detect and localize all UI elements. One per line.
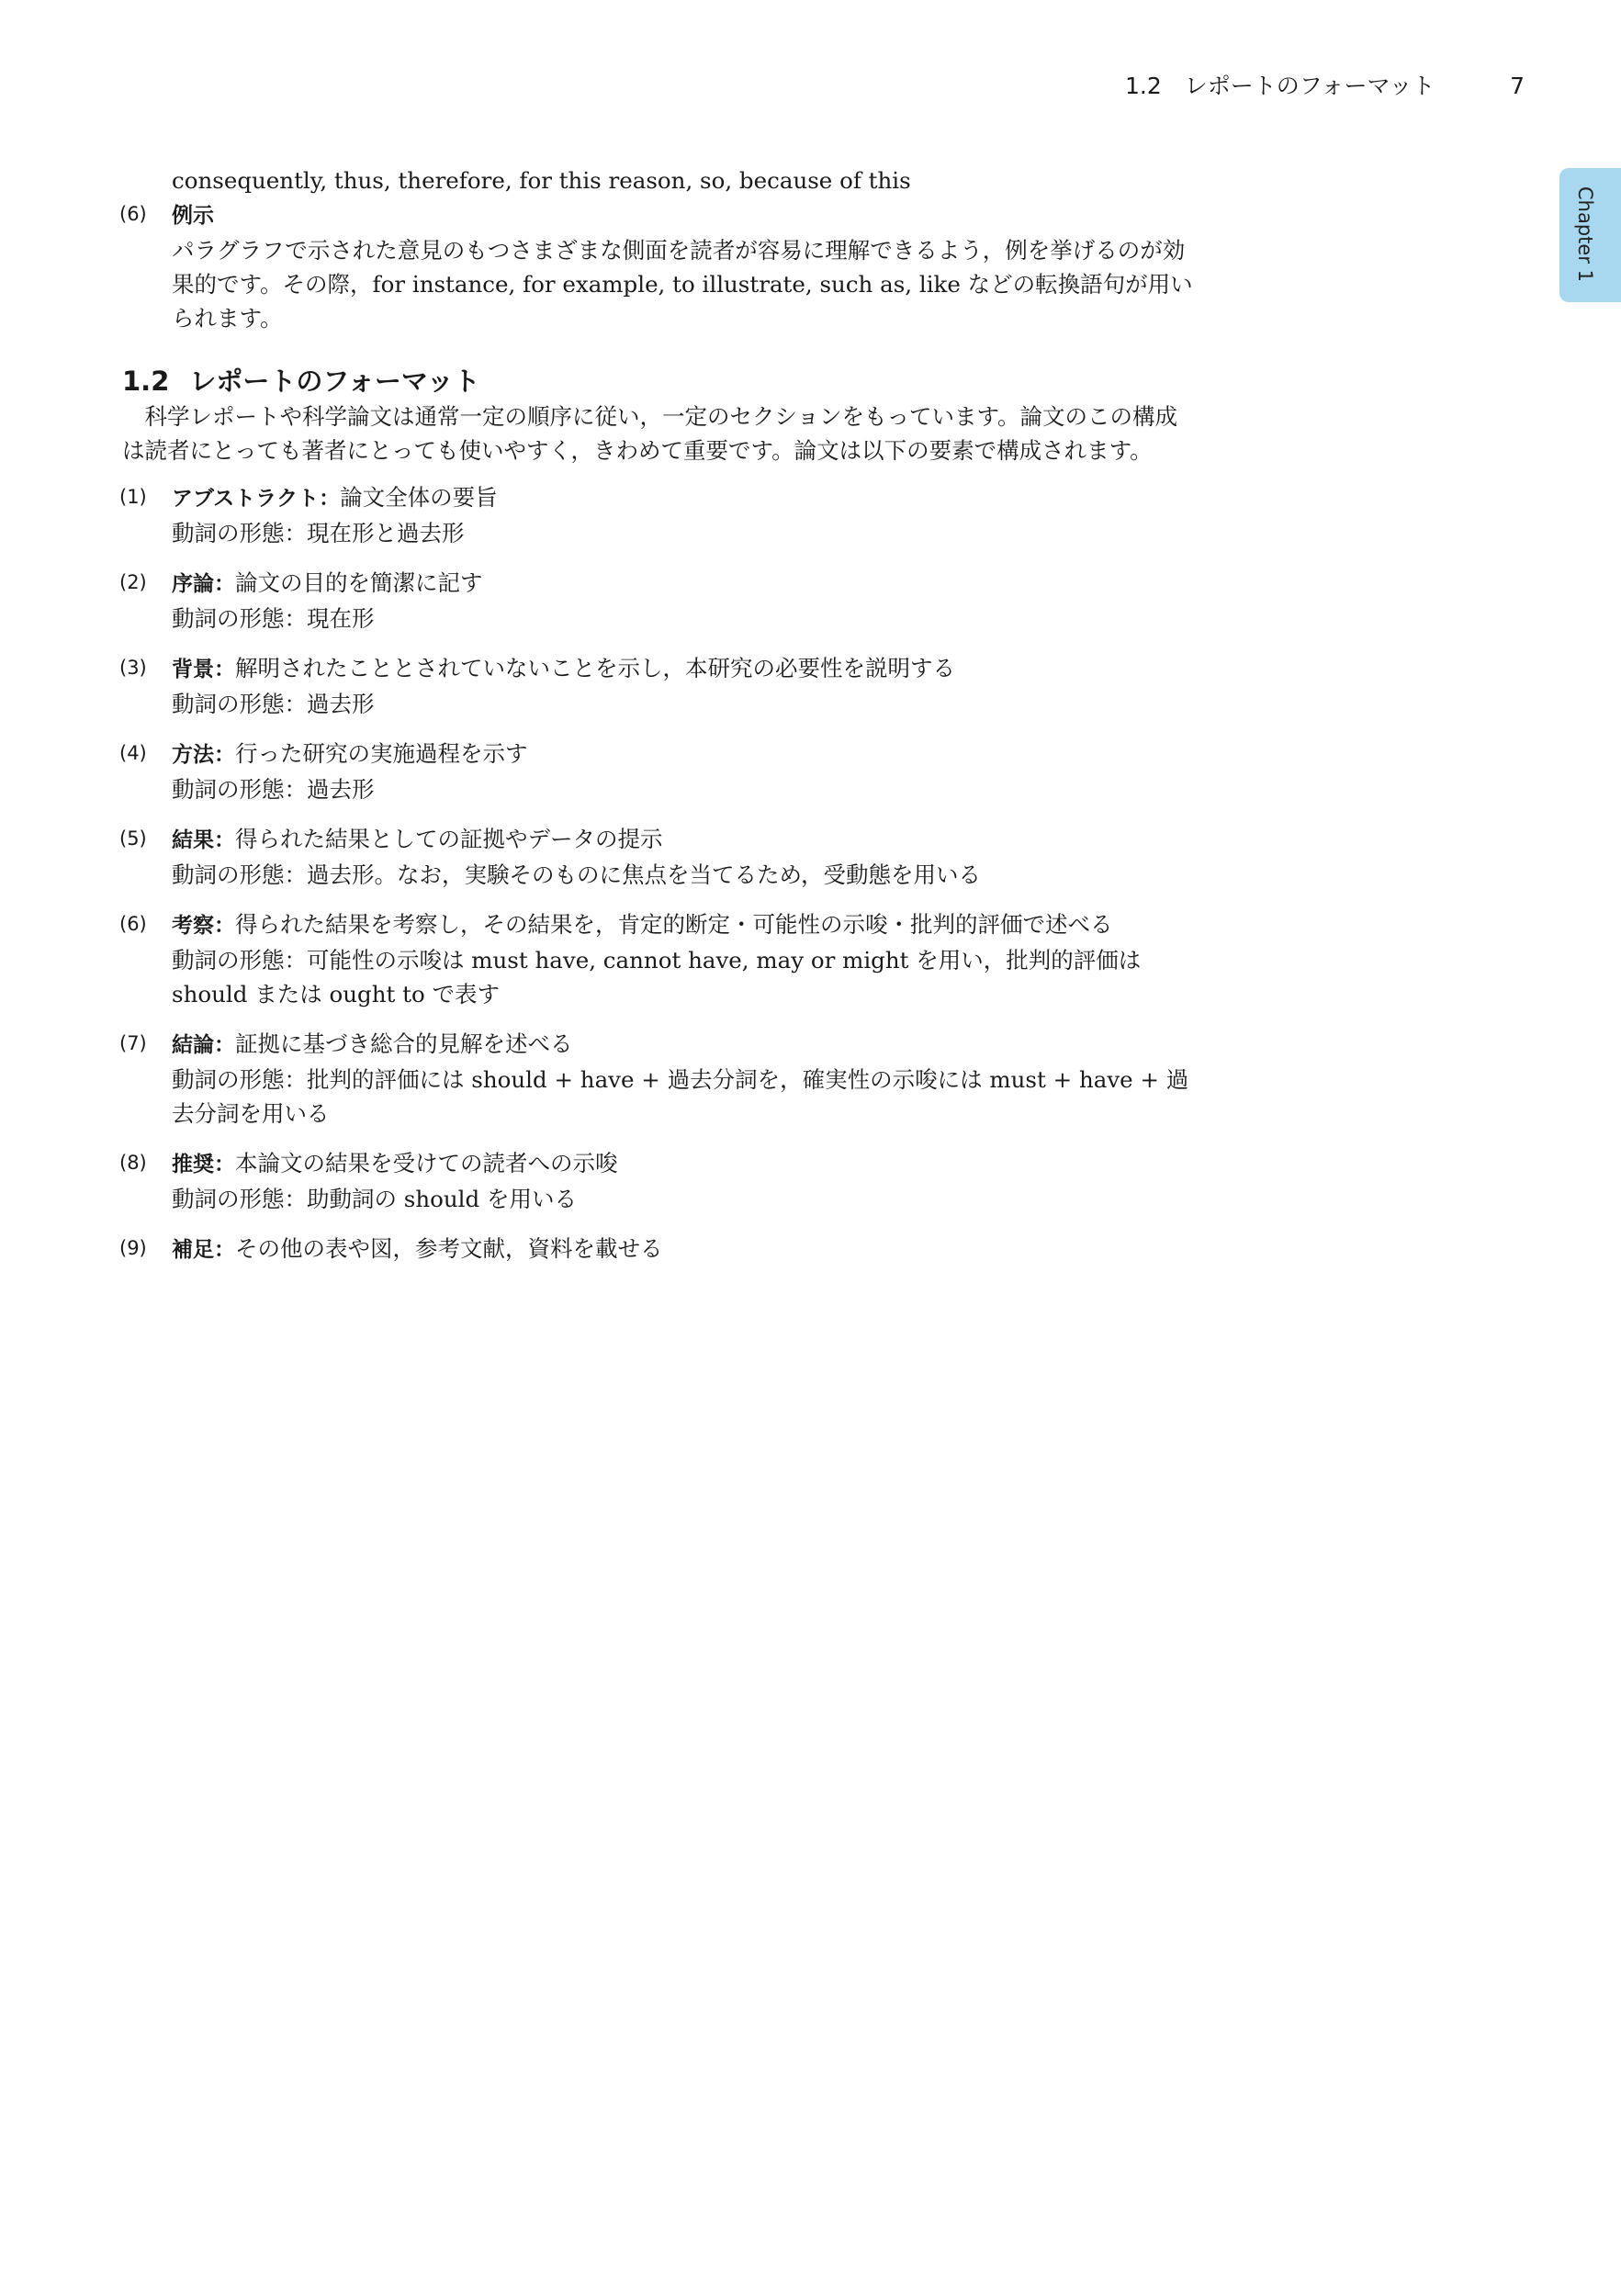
list-item	[119, 822, 1197, 892]
item-description: 論文の目的を簡潔に記す	[235, 569, 483, 596]
item-separator: ：	[214, 914, 235, 938]
header-section-title: 1.2 レポートのフォーマット	[1125, 73, 1435, 99]
item-separator: ：	[214, 1238, 235, 1262]
item-number: (4)	[119, 742, 147, 764]
item-title: 序論	[172, 572, 214, 596]
item-title: 推奨	[172, 1153, 214, 1176]
item-number: (6)	[119, 913, 147, 935]
item-number: (6)	[119, 203, 147, 225]
item-text: パラグラフで示された意見のもつさまざまな側面を読者が容易に理解できるよう，例を挙げるのが効果的です。その際，for instance, for example, to illustrate, such as, like などの転換語句が用いられます。	[172, 237, 1193, 332]
item-heading-line	[172, 1146, 1197, 1182]
item-title: 考察	[172, 914, 214, 938]
item-heading-line	[172, 566, 1197, 602]
list-item	[119, 480, 1197, 550]
item-description: 行った研究の実施過程を示す	[235, 740, 528, 767]
item-title: アブストラクト	[172, 487, 320, 511]
running-header	[1084, 68, 1525, 105]
item-description: 論文全体の要旨	[340, 484, 498, 511]
item-heading-line	[172, 737, 1197, 772]
item-verb-form: 動詞の形態：過去形	[172, 776, 375, 803]
list-item	[119, 1232, 1197, 1267]
item-description: 得られた結果としての証拠やデータの提示	[235, 826, 663, 852]
item-number: (9)	[119, 1237, 147, 1259]
item-heading-line	[172, 651, 1197, 687]
list-item	[119, 737, 1197, 806]
item-heading-line	[172, 480, 1197, 516]
item-separator: ：	[214, 1153, 235, 1176]
item-description: 証拠に基づき総合的見解を述べる	[235, 1030, 573, 1057]
item-description: 本論文の結果を受けての読者への示唆	[235, 1150, 618, 1176]
item-separator: ：	[214, 658, 235, 681]
item-number: (2)	[119, 571, 147, 593]
item-heading-line	[172, 1232, 1197, 1267]
item-verb-form: 動詞の形態：批判的評価には should + have + 過去分詞を，確実性の示唆には must + have + 過去分詞を用いる	[172, 1066, 1189, 1127]
section-title: レポートのフォーマット	[189, 366, 480, 397]
item-number: (3)	[119, 657, 147, 679]
item-heading-line	[172, 1027, 1197, 1063]
item-verb-form: 動詞の形態：現在形	[172, 605, 375, 632]
item-number: (7)	[119, 1032, 147, 1054]
section-number: 1.2	[122, 366, 170, 397]
item-verb-form: 動詞の形態：助動詞の should を用いる	[172, 1186, 577, 1212]
list-item	[119, 651, 1197, 721]
item-separator: ：	[214, 743, 235, 767]
item-heading-line	[172, 907, 1197, 943]
item-description: その他の表や図，参考文献，資料を載せる	[235, 1235, 663, 1262]
section-intro: 科学レポートや科学論文は通常一定の順序に従い，一定のセクションをもっています。論文のこの構成は読者にとっても著者にとっても使いやすく，きわめて重要です。論文は以下の要素で構成されます。	[122, 403, 1178, 464]
item-verb-form: 動詞の形態：過去形	[172, 691, 375, 717]
page-number: 7	[1510, 73, 1525, 99]
list-item	[119, 1146, 1197, 1216]
item-verb-form: 動詞の形態：可能性の示唆は must have, cannot have, may or might を用い，批判的評価は should または ought to で表す	[172, 947, 1142, 1007]
item-verb-form: 動詞の形態：現在形と過去形	[172, 520, 465, 546]
item-number: (5)	[119, 827, 147, 850]
item-title: 補足	[172, 1238, 214, 1262]
list-item	[119, 907, 1197, 1011]
item-heading-line	[172, 822, 1197, 858]
item-verb-form: 動詞の形態：過去形。なお，実験そのものに焦点を当てるため，受動態を用いる	[172, 861, 982, 888]
item-title: 方法	[172, 743, 214, 767]
section-heading	[122, 363, 1197, 400]
elements-list	[119, 480, 1197, 1267]
item-description: 得られた結果を考察し，その結果を，肯定的断定・可能性の示唆・批判的評価で述べる	[235, 911, 1113, 938]
chapter-tab-label: Chapter 1	[1574, 186, 1596, 282]
item-title: 背景	[172, 658, 214, 681]
page-body	[119, 163, 1197, 1283]
item-title: 結論	[172, 1033, 214, 1057]
item-number: (1)	[119, 486, 147, 508]
chapter-tab	[1559, 168, 1621, 302]
item-number: (8)	[119, 1152, 147, 1174]
item-separator: ：	[214, 572, 235, 596]
item-separator: ：	[319, 487, 341, 511]
example-item	[119, 197, 1197, 335]
item-separator: ：	[214, 1033, 235, 1057]
item-separator: ：	[214, 828, 235, 852]
list-item	[119, 566, 1197, 636]
list-item	[119, 1027, 1197, 1131]
item-description: 解明されたこととされていないことを示し，本研究の必要性を説明する	[235, 655, 955, 681]
item-title: 結果	[172, 828, 214, 852]
continuation-text: consequently, thus, therefore, for this reason, so, because of this	[172, 167, 911, 194]
item-title: 例示	[172, 204, 214, 228]
